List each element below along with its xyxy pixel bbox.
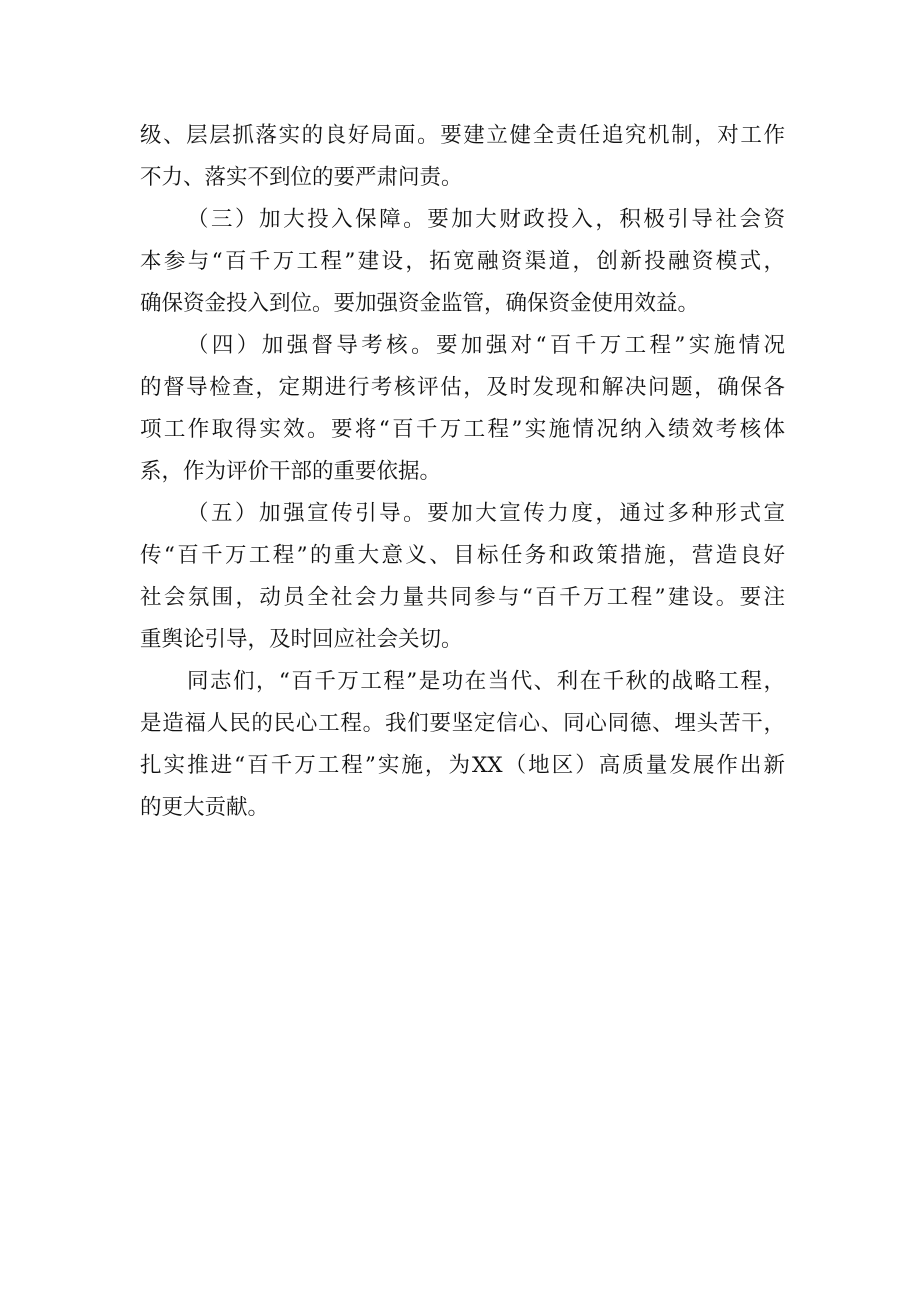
text-line: （五）加强宣传引导。要加大宣传力度，通过多种形式宣: [187, 501, 785, 526]
text-line: 同志们，“百千万工程”是功在当代、利在千秋的战略工程，: [187, 669, 785, 694]
text-line: （三）加大投入保障。要加大财政投入，积极引导社会资: [187, 207, 785, 232]
text-line: 不力、落实不到位的要严肃问责。: [140, 165, 463, 190]
text-line: 本参与“百千万工程”建设，拓宽融资渠道，创新投融资模式，: [140, 249, 785, 274]
text-line: 的督导检查，定期进行考核评估，及时发现和解决问题，确保各: [140, 375, 785, 400]
text-line: （四）加强督导考核。要加强对“百千万工程”实施情况: [187, 333, 785, 358]
paragraph-conclusion: [140, 661, 785, 829]
paragraph-publicity: [140, 493, 785, 661]
document-page: [140, 115, 785, 829]
paragraph-supervision: [140, 325, 785, 493]
text-line: 传“百千万工程”的重大意义、目标任务和政策措施，营造良好: [140, 543, 785, 568]
text-line: 社会氛围，动员全社会力量共同参与“百千万工程”建设。要注: [140, 585, 785, 610]
text-line: 项工作取得实效。要将“百千万工程”实施情况纳入绩效考核体: [140, 417, 785, 442]
paragraph-continuation: [140, 115, 785, 199]
text-line: 级、层层抓落实的良好局面。要建立健全责任追究机制，对工作: [140, 123, 785, 148]
text-line: 是造福人民的民心工程。我们要坚定信心、同心同德、埋头苦干，: [140, 711, 785, 736]
paragraph-investment: [140, 199, 785, 325]
text-line: 的更大贡献。: [140, 795, 270, 820]
text-line: 系，作为评价干部的重要依据。: [140, 459, 442, 484]
text-line: 扎实推进“百千万工程”实施，为XX（地区）高质量发展作出新: [140, 753, 785, 778]
text-line: 确保资金投入到位。要加强资金监管，确保资金使用效益。: [140, 291, 700, 316]
text-line: 重舆论引导，及时回应社会关切。: [140, 627, 463, 652]
